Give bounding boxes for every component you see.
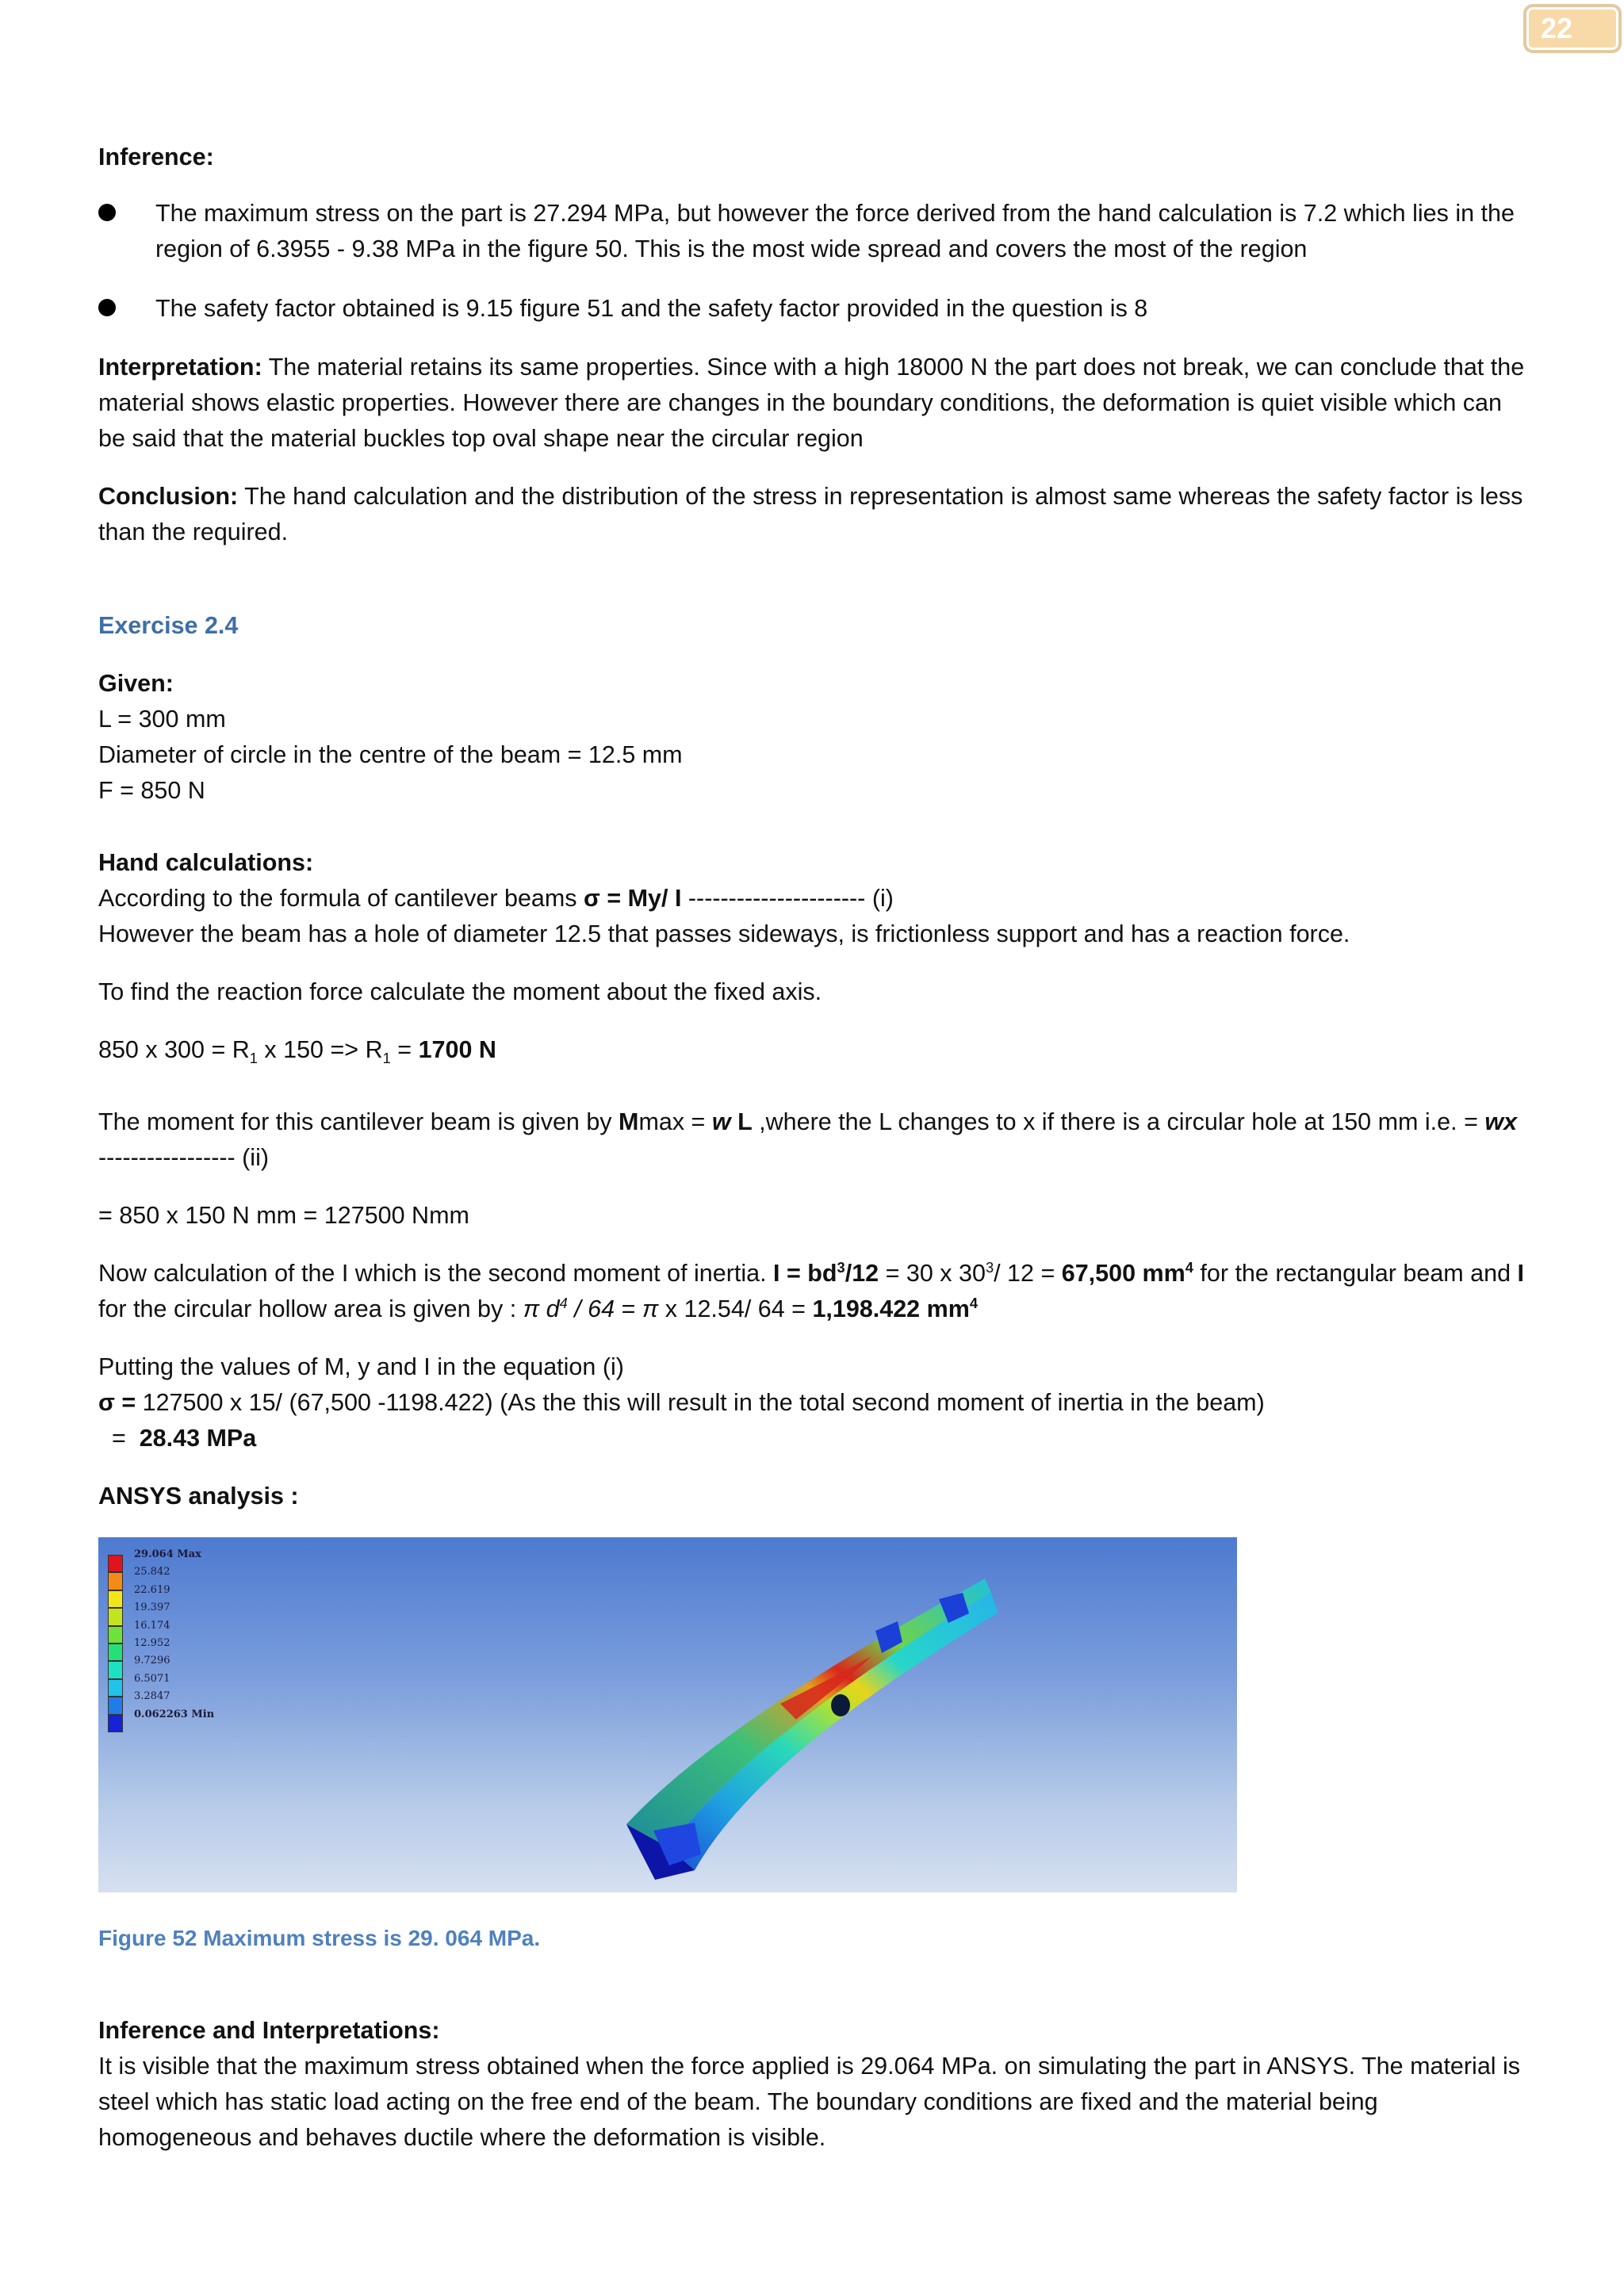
legend-label: 9.7296 bbox=[134, 1655, 170, 1667]
legend-label: 0.062263 Min bbox=[134, 1708, 215, 1720]
inference2-heading: Inference and Interpretations: bbox=[98, 2017, 440, 2044]
formula-line: According to the formula of cantilever beams σ = My/ I ---------------------- (i) bbox=[98, 885, 894, 912]
given-line-diameter: Diameter of circle in the centre of the beam = 12.5 mm bbox=[98, 741, 683, 768]
beam-front-face bbox=[669, 1593, 998, 1870]
conclusion-paragraph: Conclusion: The hand calculation and the distribution of the stress in representation is almost same whereas the safety factor is less than the required. bbox=[98, 483, 1523, 545]
figure-caption: Figure 52 Maximum stress is 29. 064 MPa. bbox=[98, 1926, 541, 1950]
ansys-heading: ANSYS analysis : bbox=[98, 1483, 299, 1510]
moment-value: = 850 x 150 N mm = 127500 Nmm bbox=[98, 1202, 469, 1229]
exercise-heading: Exercise 2.4 bbox=[98, 612, 239, 639]
legend-label: 25.842 bbox=[134, 1566, 170, 1578]
legend-label: 3.2847 bbox=[134, 1690, 170, 1703]
inference-bullet-2: The safety factor obtained is 9.15 figure 51 and the safety factor provided in the question is 8 bbox=[155, 295, 1148, 322]
ansys-stress-figure bbox=[98, 1537, 1237, 1892]
interpretation-paragraph: Interpretation: The material retains its same properties. Since with a high 18000 N the part does not break, we can conclude that the material shows elastic properties. However there are changes in the boundary conditions, the deformation is quiet visible which can be said that the material buckles top oval shape near the circular region bbox=[98, 354, 1525, 452]
legend-label: 16.174 bbox=[134, 1619, 170, 1632]
inference-bullet-1: The maximum stress on the part is 27.294 MPa, but however the force derived from the hand calculation is 7.2 which lies in the region of 6.3955 - 9.38 MPa in the figure 50. This is the most wide spread and covers the most of the region bbox=[155, 200, 1515, 262]
sigma-result: = 28.43 MPa bbox=[98, 1425, 257, 1452]
given-heading: Given: bbox=[98, 670, 174, 697]
legend-label: 12.952 bbox=[134, 1636, 170, 1649]
hole-line: However the beam has a hole of diameter 12.5 that passes sideways, is frictionless support and has a reaction force. bbox=[98, 920, 1350, 947]
reaction-equation: 850 x $300 = R_1$ x $150 => R_1 = 1700$ N bbox=[98, 1036, 496, 1067]
bullet-marker bbox=[98, 299, 116, 316]
beam-stress-plot bbox=[98, 1537, 1237, 1892]
sigma-line: σ = 127500 x 15/ (67,500 -1198.422) (As the this will result in the total second moment of inertia in the beam) bbox=[98, 1389, 1265, 1416]
legend-label: 22.619 bbox=[134, 1583, 170, 1596]
beam-top-face bbox=[626, 1578, 991, 1848]
moment-paragraph: The moment for this cantilever beam is given by Mmax = w L ,where the L changes to x if there is a circular hole at 150 mm i.e. = wx ----------------- (ii) bbox=[98, 1108, 1518, 1171]
reaction-line: To find the reaction force calculate the moment about the fixed axis. bbox=[98, 978, 822, 1005]
inference-heading: Inference: bbox=[98, 144, 214, 170]
putting-values-line: Putting the values of M, y and I in the equation (i) bbox=[98, 1353, 624, 1380]
inertia-paragraph: Now calculation of the I which is the second moment of inertia. $I = bd^3/12 = 30$ x $30^3/$ 12 = 67,500 $mm^4$ for the rectangular beam and I for the circular hollow area is given by : π $d^4 / 64 = \pi$ x 12.54/ 64 = 1,198.422 $mm^4$ bbox=[98, 1258, 1525, 1322]
inference2-paragraph: It is visible that the maximum stress obtained when the force applied is 29.064 MPa. on simulating the part in ANSYS. The material is steel which has static load acting on the free end of the beam. The boundary conditions are fixed and the material being homogeneous and behaves ductile where the deformation is visible. bbox=[98, 2053, 1521, 2151]
legend-label: 19.397 bbox=[134, 1601, 170, 1614]
legend-label: 29.064 Max bbox=[134, 1548, 201, 1560]
given-line-length: L = 300 mm bbox=[98, 706, 226, 733]
given-line-force: F = 850 N bbox=[98, 777, 205, 804]
hand-calc-heading: Hand calculations: bbox=[98, 849, 314, 876]
page-number: 22 bbox=[1523, 4, 1622, 53]
beam-hole bbox=[831, 1694, 850, 1716]
legend-label: 6.5071 bbox=[134, 1672, 170, 1685]
bullet-marker bbox=[98, 204, 116, 221]
